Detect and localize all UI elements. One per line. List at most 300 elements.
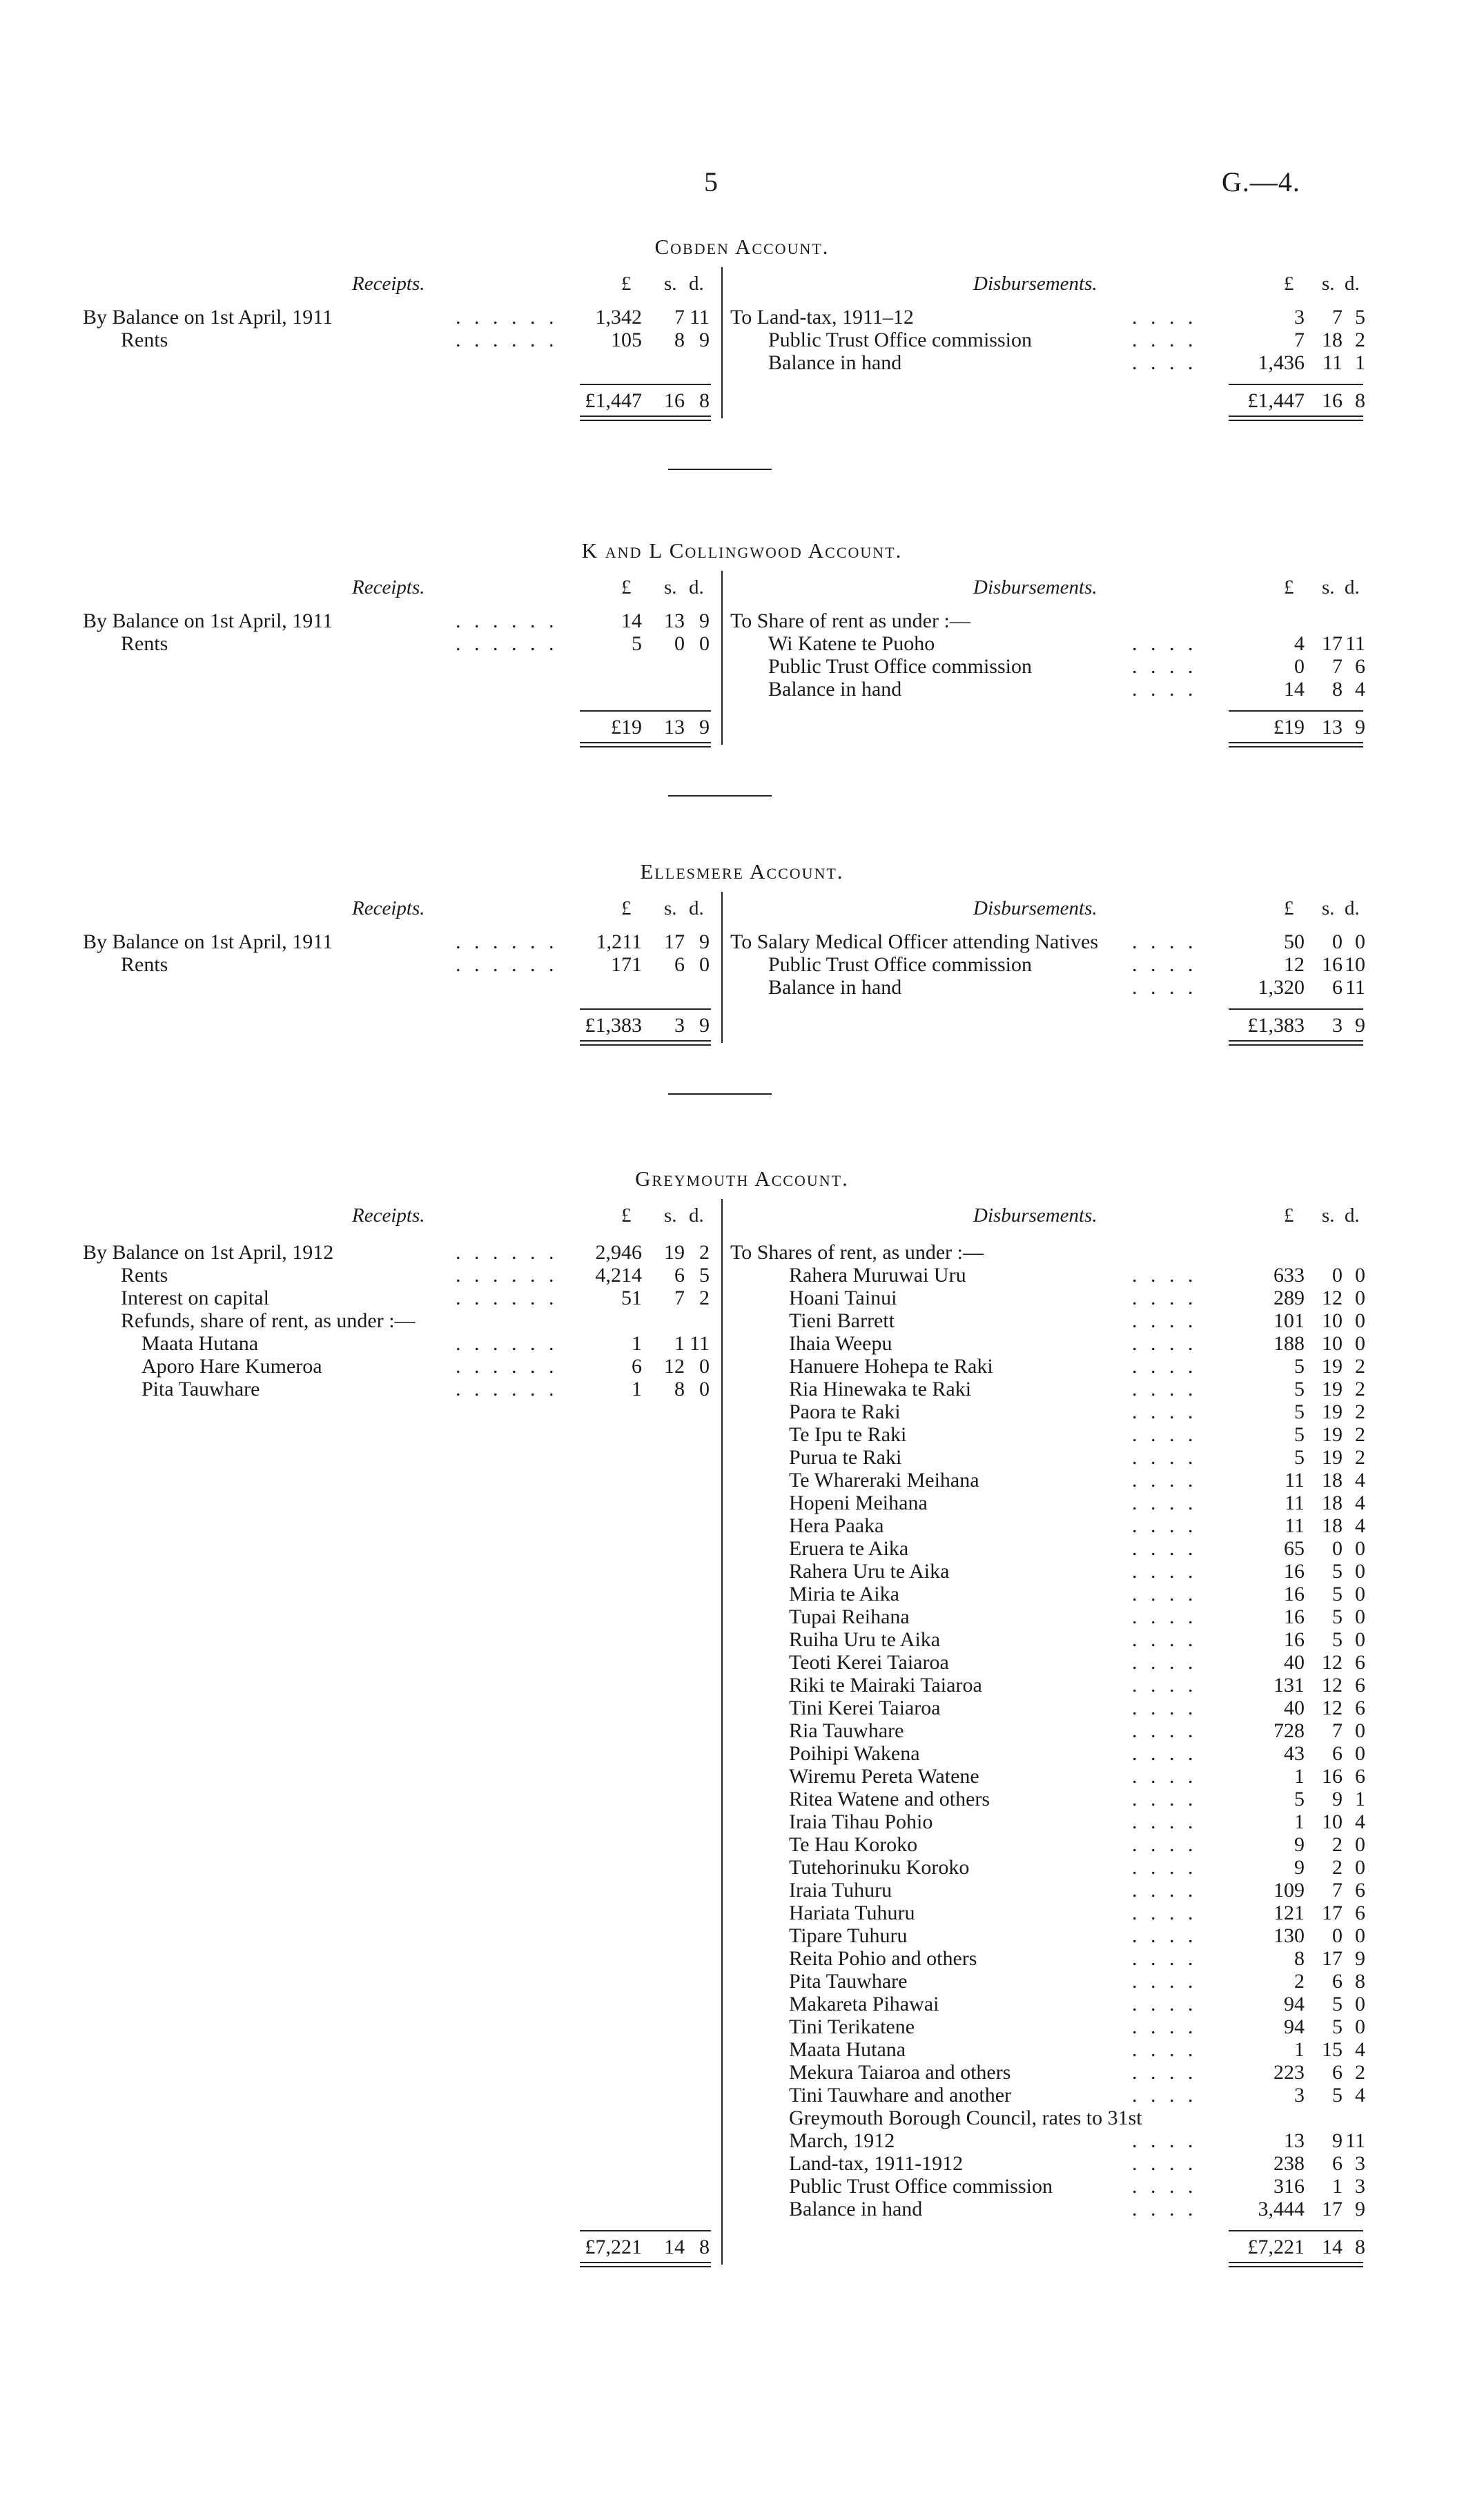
receipts-header: Receipts. — [352, 897, 425, 919]
leader-dots: . . . . — [1132, 1469, 1198, 1492]
receipt-shillings: 8 — [674, 329, 685, 351]
disbursement-pounds: 5 — [1294, 1355, 1305, 1378]
receipt-pounds: 6 — [632, 1355, 642, 1378]
receipts-shillings-header: s. — [664, 1204, 677, 1227]
receipt-label: By Balance on 1st April, 1912 — [83, 1241, 334, 1264]
disbursements-header: Disbursements. — [973, 576, 1097, 598]
disbursement-pounds: 43 — [1284, 1742, 1305, 1765]
leader-dots: . . . . — [1132, 976, 1198, 999]
receipt-pounds: 1,211 — [596, 930, 642, 953]
disbursement-pence: 11 — [1345, 2129, 1365, 2152]
disbursement-label: Te Ipu te Raki — [789, 1423, 907, 1446]
receipt-shillings: 7 — [674, 1287, 685, 1309]
disbursement-pounds: 2 — [1294, 1970, 1305, 1993]
disbursement-pence: 6 — [1355, 1902, 1365, 1924]
disbursement-pounds: 94 — [1284, 2015, 1305, 2038]
disbursement-pence: 6 — [1355, 1765, 1365, 1788]
leader-dots: . . . . — [1132, 1378, 1198, 1400]
leader-dots: . . . . — [1132, 2198, 1198, 2220]
receipts-total-shillings: 13 — [664, 716, 685, 739]
receipts-total-pence: 8 — [699, 2236, 710, 2258]
disbursement-shillings: 6 — [1332, 1970, 1343, 1993]
disbursement-pounds: 16 — [1284, 1628, 1305, 1651]
leader-dots: . . . . — [1132, 1924, 1198, 1947]
leader-dots: . . . . — [1132, 1674, 1198, 1697]
disbursement-pounds: 5 — [1294, 1378, 1305, 1400]
receipt-label: Maata Hutana — [141, 1332, 259, 1355]
receipt-pence: 11 — [690, 1332, 710, 1355]
receipt-pence: 0 — [699, 1355, 710, 1378]
disbursement-pounds: 13 — [1284, 2129, 1305, 2152]
disbursement-pence: 2 — [1355, 329, 1365, 351]
disbursement-label: Public Trust Office commission — [768, 655, 1032, 678]
disbursement-label: Ria Hinewaka te Raki — [789, 1378, 972, 1400]
disbursement-pounds: 40 — [1284, 1651, 1305, 1674]
disbursement-shillings: 7 — [1332, 1719, 1343, 1742]
disbursements-shillings-header: s. — [1322, 1204, 1335, 1227]
disbursement-pence: 0 — [1355, 1856, 1365, 1879]
receipt-shillings: 13 — [664, 609, 685, 632]
receipt-pence: 9 — [699, 329, 710, 351]
receipts-pence-header: d. — [689, 576, 704, 598]
disbursement-label: Iraia Tihau Pohio — [789, 1810, 933, 1833]
leader-dots: . . . . — [1132, 678, 1198, 701]
disbursement-shillings: 2 — [1332, 1856, 1343, 1879]
disbursement-shillings: 19 — [1322, 1400, 1343, 1423]
column-divider — [721, 1199, 723, 2265]
leader-dots: . . . . — [1132, 1993, 1198, 2015]
disbursement-shillings: 12 — [1322, 1674, 1343, 1697]
account-title: Ellesmere Account. — [640, 859, 844, 883]
receipts-pence-header: d. — [689, 273, 704, 295]
disbursement-pounds: 316 — [1273, 2175, 1305, 2198]
leader-dots: . . . . — [1132, 1492, 1198, 1514]
disbursement-pence: 2 — [1355, 2061, 1365, 2084]
disbursement-pounds: 11 — [1285, 1469, 1305, 1492]
disbursement-pence: 0 — [1355, 1287, 1365, 1309]
disbursement-pence: 2 — [1355, 1378, 1365, 1400]
disbursement-label: Pita Tauwhare — [789, 1970, 908, 1993]
disbursement-pounds: 16 — [1284, 1560, 1305, 1583]
disbursement-pence: 0 — [1355, 1719, 1365, 1742]
disbursements-shillings-header: s. — [1322, 273, 1335, 295]
leader-dots: . . . . — [1132, 2015, 1198, 2038]
disbursement-pence: 8 — [1355, 1970, 1365, 1993]
disbursement-pounds: 121 — [1273, 1902, 1305, 1924]
disbursement-pounds: 16 — [1284, 1583, 1305, 1605]
disbursement-shillings: 5 — [1332, 2015, 1343, 2038]
disbursement-label: Rahera Muruwai Uru — [789, 1264, 966, 1287]
disbursement-shillings: 18 — [1322, 329, 1343, 351]
disbursement-shillings: 6 — [1332, 2152, 1343, 2175]
receipt-label: By Balance on 1st April, 1911 — [83, 930, 333, 953]
disbursement-shillings: 18 — [1322, 1469, 1343, 1492]
disbursement-pence: 0 — [1355, 1537, 1365, 1560]
disbursement-label: Tieni Barrett — [789, 1309, 895, 1332]
receipt-pounds: 1,342 — [595, 306, 642, 329]
disbursement-pounds: 101 — [1273, 1309, 1305, 1332]
disbursement-pence: 4 — [1355, 1492, 1365, 1514]
disbursement-shillings: 5 — [1332, 1560, 1343, 1583]
disbursements-pounds-header: £ — [1284, 897, 1294, 919]
page-number: 5 — [704, 166, 718, 197]
disbursement-shillings: 5 — [1332, 1993, 1343, 2015]
receipts-shillings-header: s. — [664, 576, 677, 598]
disbursement-shillings: 6 — [1332, 2061, 1343, 2084]
double-rule — [1229, 2262, 1363, 2263]
disbursement-label: To Share of rent as under :— — [730, 609, 970, 632]
disbursement-pence: 2 — [1355, 1400, 1365, 1423]
disbursement-label: Balance in hand — [768, 678, 902, 701]
receipt-pounds: 1 — [632, 1332, 642, 1355]
leader-dots: . . . . — [1132, 1560, 1198, 1583]
leader-dots: . . . . — [1132, 1537, 1198, 1560]
disbursement-shillings: 5 — [1332, 2084, 1343, 2107]
disbursement-pence: 6 — [1355, 1674, 1365, 1697]
receipts-pence-header: d. — [689, 897, 704, 919]
disbursement-pence: 2 — [1355, 1446, 1365, 1469]
disbursement-label: Eruera te Aika — [789, 1537, 909, 1560]
leader-dots: . . . . — [1132, 1788, 1198, 1810]
receipt-pounds: 1 — [632, 1378, 642, 1400]
leader-dots: . . . . — [1132, 1583, 1198, 1605]
total-rule — [580, 2230, 711, 2231]
disbursement-pence: 0 — [1355, 1583, 1365, 1605]
leader-dots: . . . . — [1132, 1697, 1198, 1719]
double-rule — [580, 2262, 711, 2263]
receipts-header: Receipts. — [352, 1204, 425, 1227]
disbursement-label: Greymouth Borough Council, rates to 31st — [789, 2107, 1142, 2129]
receipts-header: Receipts. — [352, 576, 425, 598]
disbursement-shillings: 12 — [1322, 1287, 1343, 1309]
disbursement-pounds: 238 — [1273, 2152, 1305, 2175]
disbursement-label: Public Trust Office commission — [789, 2175, 1053, 2198]
receipt-pounds: 2,946 — [595, 1241, 642, 1264]
disbursement-label: Purua te Raki — [789, 1446, 902, 1469]
disbursement-shillings: 7 — [1332, 1879, 1343, 1902]
disbursement-pounds: 7 — [1294, 329, 1305, 351]
leader-dots: . . . . . . — [456, 1355, 558, 1378]
receipt-label: Aporo Hare Kumeroa — [141, 1355, 322, 1378]
disbursement-pounds: 11 — [1285, 1514, 1305, 1537]
disbursement-pounds: 5 — [1294, 1788, 1305, 1810]
disbursement-label: Hanuere Hohepa te Raki — [789, 1355, 993, 1378]
disbursement-shillings: 17 — [1322, 2198, 1343, 2220]
receipt-label: Rents — [121, 632, 168, 655]
disbursement-pounds: 65 — [1284, 1537, 1305, 1560]
disbursements-total-shillings: 13 — [1322, 716, 1343, 739]
disbursement-label: Hopeni Meihana — [789, 1492, 928, 1514]
disbursement-pounds: 1,320 — [1258, 976, 1305, 999]
disbursement-label: Hera Paaka — [789, 1514, 884, 1537]
disbursement-label: Tini Terikatene — [789, 2015, 915, 2038]
leader-dots: . . . . — [1132, 2061, 1198, 2084]
disbursement-pence: 6 — [1355, 1697, 1365, 1719]
disbursements-total-pence: 9 — [1355, 716, 1365, 739]
leader-dots: . . . . — [1132, 2129, 1198, 2152]
disbursement-label: Makareta Pihawai — [789, 1993, 939, 2015]
leader-dots: . . . . . . — [456, 1241, 558, 1264]
disbursement-pence: 4 — [1355, 1810, 1365, 1833]
disbursement-pence: 2 — [1355, 1355, 1365, 1378]
disbursement-shillings: 5 — [1332, 1628, 1343, 1651]
leader-dots: . . . . — [1132, 1810, 1198, 1833]
double-rule — [1229, 2266, 1363, 2267]
disbursements-shillings-header: s. — [1322, 576, 1335, 598]
receipts-total-shillings: 16 — [664, 389, 685, 412]
disbursements-header: Disbursements. — [973, 1204, 1097, 1227]
disbursement-shillings: 19 — [1322, 1378, 1343, 1400]
disbursement-pounds: 131 — [1273, 1674, 1305, 1697]
receipt-pence: 5 — [699, 1264, 710, 1287]
disbursement-pounds: 5 — [1294, 1423, 1305, 1446]
disbursement-pence: 0 — [1355, 1742, 1365, 1765]
leader-dots: . . . . . . — [456, 1378, 558, 1400]
disbursements-total-pounds: £19 — [1273, 716, 1305, 739]
leader-dots: . . . . — [1132, 1423, 1198, 1446]
disbursements-total-shillings: 14 — [1322, 2236, 1343, 2258]
receipt-pounds: 171 — [611, 953, 642, 976]
receipt-label: Pita Tauwhare — [141, 1378, 260, 1400]
leader-dots: . . . . — [1132, 1856, 1198, 1879]
disbursements-total-pounds: £1,383 — [1247, 1014, 1305, 1037]
receipts-shillings-header: s. — [664, 273, 677, 295]
leader-dots: . . . . — [1132, 1628, 1198, 1651]
disbursement-pence: 0 — [1355, 1993, 1365, 2015]
receipt-shillings: 12 — [664, 1355, 685, 1378]
disbursement-label: Public Trust Office commission — [768, 329, 1032, 351]
disbursement-shillings: 0 — [1332, 1537, 1343, 1560]
disbursement-label: Balance in hand — [789, 2198, 923, 2220]
disbursement-pounds: 130 — [1273, 1924, 1305, 1947]
leader-dots: . . . . — [1132, 1605, 1198, 1628]
disbursement-pounds: 223 — [1273, 2061, 1305, 2084]
receipt-shillings: 6 — [674, 953, 685, 976]
receipts-total-shillings: 14 — [664, 2236, 685, 2258]
disbursement-pounds: 16 — [1284, 1605, 1305, 1628]
total-rule — [1229, 2230, 1363, 2231]
disbursement-pounds: 289 — [1273, 1287, 1305, 1309]
disbursement-pence: 1 — [1355, 1788, 1365, 1810]
disbursement-label: March, 1912 — [789, 2129, 895, 2152]
receipts-pounds-header: £ — [621, 576, 632, 598]
leader-dots: . . . . . . — [456, 1264, 558, 1287]
disbursement-pence: 4 — [1355, 2038, 1365, 2061]
disbursement-label: Tini Kerei Taiaroa — [789, 1697, 941, 1719]
disbursement-pounds: 3 — [1294, 306, 1305, 329]
receipts-shillings-header: s. — [664, 897, 677, 919]
disbursement-pounds: 40 — [1284, 1697, 1305, 1719]
receipt-pence: 0 — [699, 953, 710, 976]
disbursement-pence: 0 — [1355, 1560, 1365, 1583]
disbursements-total-pence: 9 — [1355, 1014, 1365, 1037]
disbursement-shillings: 19 — [1322, 1446, 1343, 1469]
leader-dots: . . . . — [1132, 2152, 1198, 2175]
disbursement-pounds: 9 — [1294, 1833, 1305, 1856]
receipts-total-pounds: £1,383 — [585, 1014, 642, 1037]
leader-dots: . . . . — [1132, 1355, 1198, 1378]
disbursements-total-pence: 8 — [1355, 2236, 1365, 2258]
leader-dots: . . . . . . — [456, 306, 558, 329]
receipt-pounds: 14 — [621, 609, 642, 632]
receipt-pence: 0 — [699, 1378, 710, 1400]
disbursement-pence: 5 — [1355, 306, 1365, 329]
leader-dots: . . . . — [1132, 1514, 1198, 1537]
leader-dots: . . . . — [1132, 1765, 1198, 1788]
receipt-pence: 9 — [699, 930, 710, 953]
disbursement-pounds: 1 — [1294, 1765, 1305, 1788]
disbursement-pence: 9 — [1355, 1947, 1365, 1970]
leader-dots: . . . . — [1132, 306, 1198, 329]
leader-dots: . . . . — [1132, 1719, 1198, 1742]
disbursement-label: Land-tax, 1911-1912 — [789, 2152, 964, 2175]
disbursement-pence: 11 — [1345, 976, 1365, 999]
disbursement-pence: 0 — [1355, 1264, 1365, 1287]
disbursement-shillings: 16 — [1322, 1765, 1343, 1788]
disbursement-pounds: 5 — [1294, 1400, 1305, 1423]
receipt-pence: 9 — [699, 609, 710, 632]
leader-dots: . . . . . . — [456, 1287, 558, 1309]
disbursement-label: Hoani Tainui — [789, 1287, 897, 1309]
account-title: K and L Collingwood Account. — [581, 538, 903, 563]
disbursement-shillings: 8 — [1332, 678, 1343, 701]
leader-dots: . . . . . . — [456, 632, 558, 655]
disbursements-header: Disbursements. — [973, 273, 1097, 295]
receipts-pence-header: d. — [689, 1204, 704, 1227]
disbursement-shillings: 16 — [1322, 953, 1343, 976]
disbursement-pence: 0 — [1355, 1628, 1365, 1651]
disbursements-total-pounds: £7,221 — [1247, 2236, 1305, 2258]
receipts-total-pounds: £7,221 — [585, 2236, 642, 2258]
disbursement-label: Public Trust Office commission — [768, 953, 1032, 976]
receipt-label: Refunds, share of rent, as under :— — [121, 1309, 416, 1332]
disbursements-total-pounds: £1,447 — [1247, 389, 1305, 412]
disbursements-pounds-header: £ — [1284, 576, 1294, 598]
disbursement-pence: 0 — [1355, 1605, 1365, 1628]
disbursement-pounds: 109 — [1273, 1879, 1305, 1902]
disbursement-shillings: 5 — [1332, 1583, 1343, 1605]
disbursements-pence-header: d. — [1345, 273, 1360, 295]
disbursement-label: Ritea Watene and others — [789, 1788, 990, 1810]
disbursement-pounds: 14 — [1284, 678, 1305, 701]
disbursements-pence-header: d. — [1345, 1204, 1360, 1227]
receipt-pence: 2 — [699, 1241, 710, 1264]
disbursement-label: Te Hau Koroko — [789, 1833, 918, 1856]
disbursement-label: Tutehorinuku Koroko — [789, 1856, 970, 1879]
disbursement-shillings: 18 — [1322, 1492, 1343, 1514]
disbursement-label: Rahera Uru te Aika — [789, 1560, 950, 1583]
receipts-total-pence: 8 — [699, 389, 710, 412]
leader-dots: . . . . — [1132, 1902, 1198, 1924]
disbursement-pounds: 1 — [1294, 2038, 1305, 2061]
disbursement-shillings: 5 — [1332, 1605, 1343, 1628]
disbursement-label: Te Whareraki Meihana — [789, 1469, 979, 1492]
disbursement-label: To Land-tax, 1911–12 — [730, 306, 914, 329]
page-reference: G.—4. — [1222, 166, 1300, 197]
leader-dots: . . . . . . — [456, 1332, 558, 1355]
receipt-shillings: 8 — [674, 1378, 685, 1400]
disbursement-label: Wi Katene te Puoho — [768, 632, 935, 655]
disbursement-pence: 0 — [1355, 930, 1365, 953]
leader-dots: . . . . — [1132, 351, 1198, 374]
receipts-pounds-header: £ — [621, 273, 632, 295]
disbursement-pounds: 3,444 — [1258, 2198, 1305, 2220]
receipt-label: Rents — [121, 329, 168, 351]
receipt-label: By Balance on 1st April, 1911 — [83, 609, 333, 632]
disbursement-label: Ruiha Uru te Aika — [789, 1628, 941, 1651]
receipt-pounds: 4,214 — [595, 1264, 642, 1287]
disbursement-pence: 0 — [1355, 1309, 1365, 1332]
receipt-shillings: 1 — [674, 1332, 685, 1355]
disbursement-pounds: 5 — [1294, 1446, 1305, 1469]
disbursement-pence: 0 — [1355, 1924, 1365, 1947]
disbursement-pence: 4 — [1355, 1514, 1365, 1537]
disbursement-shillings: 15 — [1322, 2038, 1343, 2061]
receipt-label: Rents — [121, 1264, 168, 1287]
receipts-pounds-header: £ — [621, 897, 632, 919]
disbursement-shillings: 17 — [1322, 1947, 1343, 1970]
receipt-pence: 0 — [699, 632, 710, 655]
disbursement-pence: 1 — [1355, 351, 1365, 374]
disbursement-shillings: 7 — [1332, 306, 1343, 329]
disbursements-pence-header: d. — [1345, 576, 1360, 598]
disbursement-shillings: 7 — [1332, 655, 1343, 678]
disbursement-shillings: 17 — [1322, 1902, 1343, 1924]
receipt-pounds: 5 — [632, 632, 642, 655]
double-rule — [580, 2266, 711, 2267]
leader-dots: . . . . — [1132, 953, 1198, 976]
leader-dots: . . . . — [1132, 2038, 1198, 2061]
leader-dots: . . . . — [1132, 632, 1198, 655]
disbursement-pounds: 3 — [1294, 2084, 1305, 2107]
disbursement-shillings: 10 — [1322, 1309, 1343, 1332]
leader-dots: . . . . — [1132, 1309, 1198, 1332]
disbursement-pence: 9 — [1355, 2198, 1365, 2220]
disbursement-label: To Shares of rent, as under :— — [730, 1241, 984, 1264]
disbursement-label: Riki te Mairaki Taiaroa — [789, 1674, 982, 1697]
disbursement-pence: 2 — [1355, 1423, 1365, 1446]
disbursement-pounds: 4 — [1294, 632, 1305, 655]
leader-dots: . . . . . . — [456, 609, 558, 632]
disbursement-shillings: 2 — [1332, 1833, 1343, 1856]
disbursement-label: Maata Hutana — [789, 2038, 906, 2061]
disbursement-pence: 3 — [1355, 2175, 1365, 2198]
leader-dots: . . . . — [1132, 930, 1198, 953]
disbursement-pence: 4 — [1355, 678, 1365, 701]
receipts-total-pence: 9 — [699, 1014, 710, 1037]
disbursement-shillings: 11 — [1322, 351, 1343, 374]
leader-dots: . . . . — [1132, 1970, 1198, 1993]
disbursement-pounds: 188 — [1273, 1332, 1305, 1355]
leader-dots: . . . . — [1132, 1332, 1198, 1355]
disbursement-pounds: 11 — [1285, 1492, 1305, 1514]
disbursement-pounds: 728 — [1273, 1719, 1305, 1742]
disbursement-pence: 0 — [1355, 1332, 1365, 1355]
receipt-label: Rents — [121, 953, 168, 976]
receipt-shillings: 0 — [674, 632, 685, 655]
disbursement-pounds: 633 — [1273, 1264, 1305, 1287]
disbursement-shillings: 10 — [1322, 1810, 1343, 1833]
disbursements-pounds-header: £ — [1284, 1204, 1294, 1227]
leader-dots: . . . . — [1132, 1947, 1198, 1970]
disbursements-pence-header: d. — [1345, 897, 1360, 919]
disbursement-shillings: 6 — [1332, 976, 1343, 999]
receipt-pence: 11 — [690, 306, 710, 329]
leader-dots: . . . . — [1132, 1287, 1198, 1309]
receipts-total-pence: 9 — [699, 716, 710, 739]
account-title: Cobden Account. — [654, 235, 830, 259]
disbursements-total-shillings: 16 — [1322, 389, 1343, 412]
